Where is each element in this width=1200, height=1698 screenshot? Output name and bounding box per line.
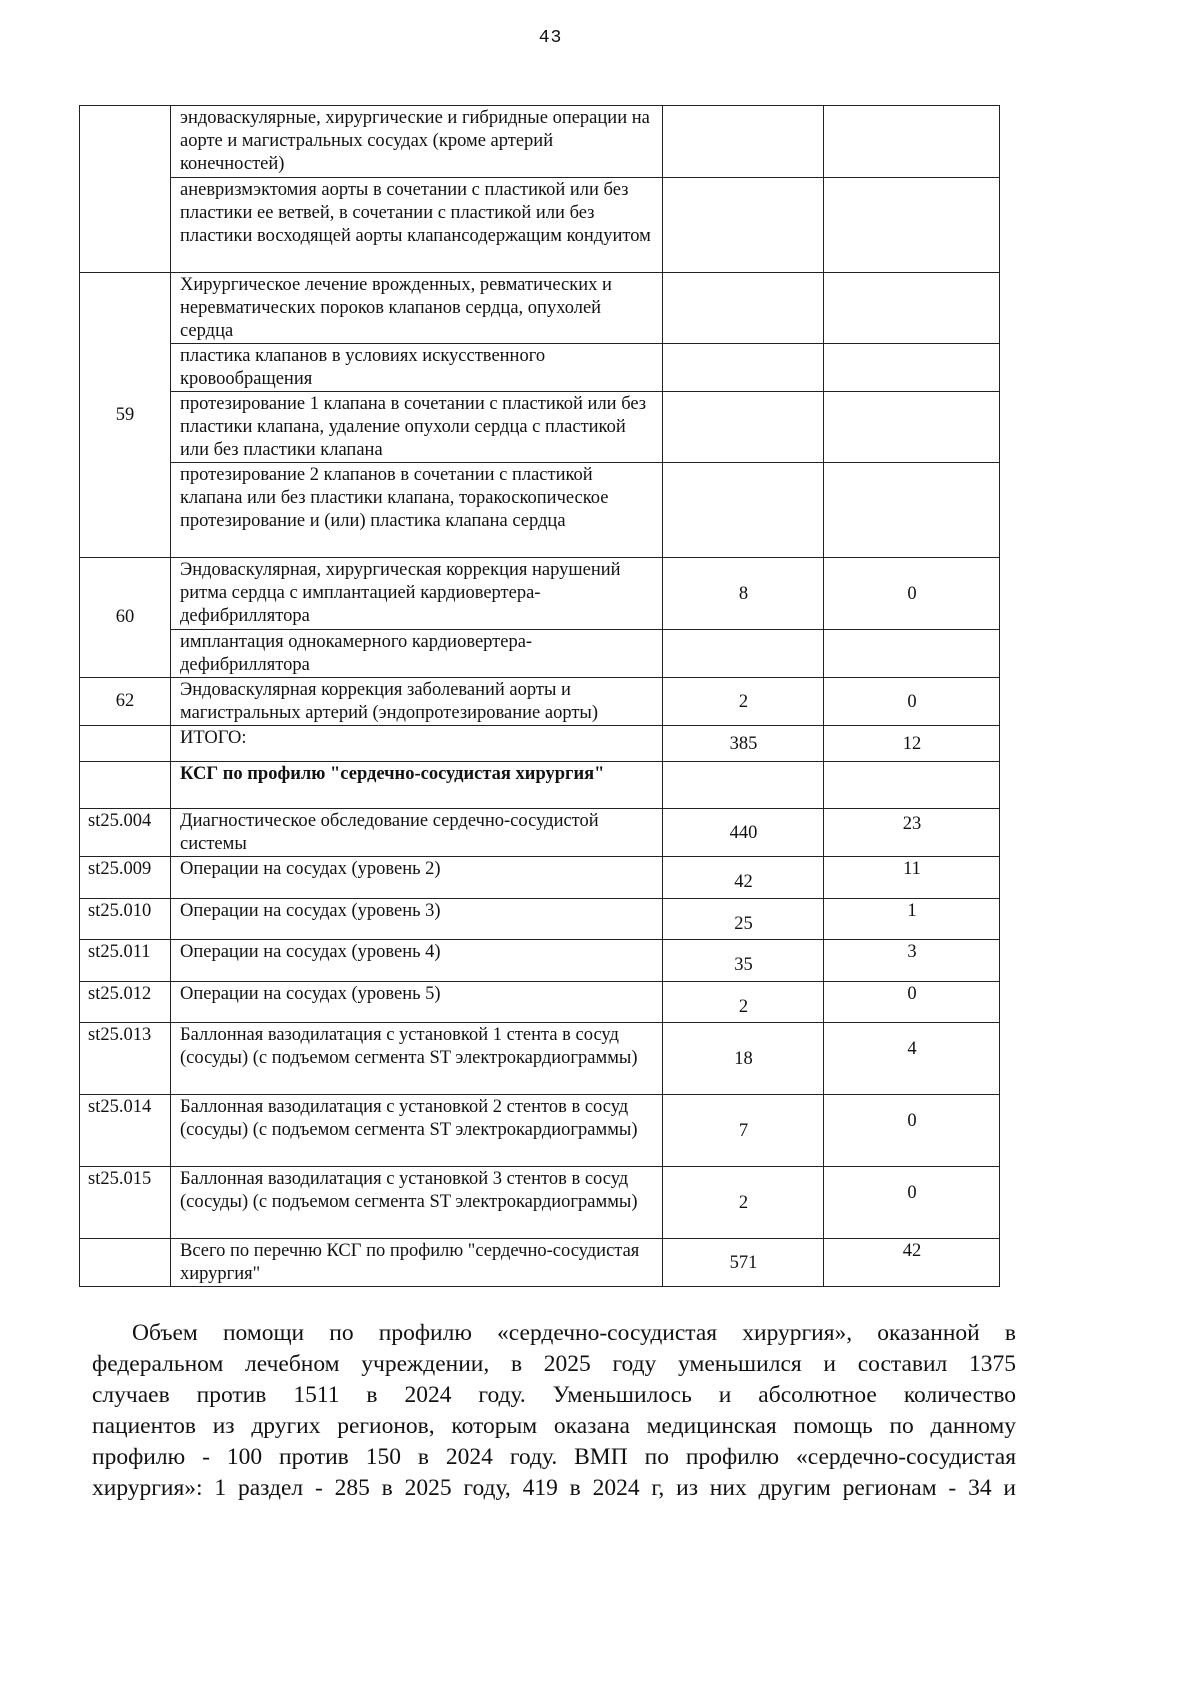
table-row — [80, 982, 1000, 1023]
table-row — [80, 678, 1000, 726]
value-2024-cell: 440 — [663, 809, 824, 857]
description-cell: аневризмэктомия аорты в сочетании с пластикой или без пластики ее ветвей, в сочетании с пластикой или без пластики восходящей аорты клапансодержащим кондуитом — [171, 178, 663, 273]
table-row — [80, 630, 1000, 678]
table-row — [80, 899, 1000, 940]
description-cell: Баллонная вазодилатация с установкой 1 стента в сосуд (сосуды) (с подъемом сегмента ST электрокардиограммы) — [171, 1023, 663, 1095]
value-2025-cell: 0 — [824, 678, 1000, 726]
value-2024-cell: 18 — [663, 1023, 824, 1095]
description-cell: протезирование 1 клапана в сочетании с пластикой или без пластики клапана, удаление опухоли сердца с пластикой или без пластики клапана — [171, 392, 663, 463]
grand-total-label-cell: Всего по перечню КСГ по профилю "сердечно-сосудистая хирургия" — [171, 1239, 663, 1287]
value-2025-cell: 0 — [824, 982, 1000, 1023]
body-paragraph — [92, 1318, 1016, 1504]
value-2024-cell: 25 — [663, 899, 824, 940]
paragraph-line: Объем помощи по профилю «сердечно-сосудистая хирургия», оказанной в — [132, 1320, 1016, 1346]
description-cell: Хирургическое лечение врожденных, ревматических и неревматических пороков клапанов сердца, опухолей сердца — [171, 273, 663, 344]
row-number-cell: 62 — [80, 678, 171, 726]
table-row — [80, 273, 1000, 344]
table-row — [80, 940, 1000, 982]
description-cell: имплантация однокамерного кардиовертера-дефибриллятора — [171, 630, 663, 678]
total-label-cell: ИТОГО: — [171, 726, 663, 762]
table-row — [80, 1023, 1000, 1095]
row-number-cell — [80, 106, 171, 273]
table-row — [80, 1095, 1000, 1167]
ksg-code-cell: st25.011 — [80, 940, 171, 982]
value-2024-cell: 8 — [663, 558, 824, 630]
ksg-code-cell: st25.015 — [80, 1167, 171, 1239]
value-2025-cell: 0 — [824, 558, 1000, 630]
value-2024-cell: 385 — [663, 726, 824, 762]
value-2024-cell: 7 — [663, 1095, 824, 1167]
value-2025-cell: 0 — [824, 1167, 1000, 1239]
value-2025-cell: 0 — [824, 1095, 1000, 1167]
value-2025-cell: 42 — [824, 1239, 1000, 1287]
value-2024-cell: 35 — [663, 940, 824, 982]
value-2025-cell: 12 — [824, 726, 1000, 762]
description-cell: протезирование 2 клапанов в сочетании с пластикой клапана или без пластики клапана, торакоскопическое протезирование и (или) пластика клапана сердца — [171, 463, 663, 558]
description-cell: Эндоваскулярная, хирургическая коррекция нарушений ритма сердца с имплантацией кардиовертера-дефибриллятора — [171, 558, 663, 630]
value-2025-cell — [824, 178, 1000, 273]
value-2025-cell: 3 — [824, 940, 1000, 982]
value-2024-cell — [663, 463, 824, 558]
description-cell: Диагностическое обследование сердечно-сосудистой системы — [171, 809, 663, 857]
row-number-cell: 60 — [80, 558, 171, 678]
value-2024-cell — [663, 273, 824, 344]
table-row — [80, 726, 1000, 762]
value-2025-cell: 1 — [824, 899, 1000, 940]
value-2025-cell — [824, 392, 1000, 463]
table-row — [80, 558, 1000, 630]
value-2025-cell — [824, 273, 1000, 344]
value-2024-cell — [663, 106, 824, 178]
value-2025-cell — [824, 344, 1000, 392]
ksg-code-cell — [80, 1239, 171, 1287]
value-2024-cell: 2 — [663, 982, 824, 1023]
ksg-code-cell: st25.012 — [80, 982, 171, 1023]
data-table-container — [79, 105, 999, 1287]
value-2024-cell: 2 — [663, 678, 824, 726]
value-2025-cell — [824, 106, 1000, 178]
table-row — [80, 106, 1000, 178]
paragraph-line: хирургия»: 1 раздел - 285 в 2025 году, 419 в 2024 г, из них другим регионам - 34 и — [92, 1475, 1016, 1501]
description-cell: Операции на сосудах (уровень 2) — [171, 857, 663, 899]
description-cell: Баллонная вазодилатация с установкой 3 стентов в сосуд (сосуды) (с подъемом сегмента ST электрокардиограммы) — [171, 1167, 663, 1239]
value-2024-cell — [663, 392, 824, 463]
paragraph-line: федеральном лечебном учреждении, в 2025 году уменьшился и составил 1375 — [92, 1351, 1016, 1377]
description-cell: пластика клапанов в условиях искусственного кровообращения — [171, 344, 663, 392]
paragraph-line: профилю - 100 против 150 в 2024 году. ВМП по профилю «сердечно-сосудистая — [92, 1444, 1016, 1470]
table-row — [80, 463, 1000, 558]
value-2024-cell — [663, 178, 824, 273]
page-number: 43 — [538, 28, 563, 48]
paragraph-line: случаев против 1511 в 2024 году. Уменьшилось и абсолютное количество — [92, 1382, 1016, 1408]
section-heading-cell: КСГ по профилю "сердечно-сосудистая хирургия" — [171, 762, 663, 809]
description-cell: Эндоваскулярная коррекция заболеваний аорты и магистральных артерий (эндопротезирование аорты) — [171, 678, 663, 726]
value-2025-cell: 11 — [824, 857, 1000, 899]
value-2024-cell — [663, 630, 824, 678]
ksg-code-cell: st25.014 — [80, 1095, 171, 1167]
value-2025-cell — [824, 630, 1000, 678]
table-row — [80, 762, 1000, 809]
description-cell: Операции на сосудах (уровень 5) — [171, 982, 663, 1023]
value-2025-cell — [824, 762, 1000, 809]
table-row — [80, 178, 1000, 273]
description-cell: Баллонная вазодилатация с установкой 2 стентов в сосуд (сосуды) (с подъемом сегмента ST электрокардиограммы) — [171, 1095, 663, 1167]
description-cell: Операции на сосудах (уровень 4) — [171, 940, 663, 982]
value-2025-cell: 4 — [824, 1023, 1000, 1095]
value-2024-cell: 571 — [663, 1239, 824, 1287]
table-row — [80, 857, 1000, 899]
table-row — [80, 392, 1000, 463]
row-number-cell — [80, 726, 171, 762]
value-2024-cell — [663, 762, 824, 809]
ksg-code-cell: st25.013 — [80, 1023, 171, 1095]
value-2024-cell — [663, 344, 824, 392]
value-2024-cell: 2 — [663, 1167, 824, 1239]
value-2024-cell: 42 — [663, 857, 824, 899]
value-2025-cell: 23 — [824, 809, 1000, 857]
table-row — [80, 1167, 1000, 1239]
paragraph-line: пациентов из других регионов, которым оказана медицинская помощь по данному — [92, 1413, 1016, 1439]
value-2025-cell — [824, 463, 1000, 558]
ksg-code-cell: st25.004 — [80, 809, 171, 857]
description-cell: эндоваскулярные, хирургические и гибридные операции на аорте и магистральных сосудах (кроме артерий конечностей) — [171, 106, 663, 178]
ksg-code-cell: st25.009 — [80, 857, 171, 899]
table-row — [80, 809, 1000, 857]
description-cell: Операции на сосудах (уровень 3) — [171, 899, 663, 940]
data-table — [79, 105, 1000, 1287]
ksg-code-cell: st25.010 — [80, 899, 171, 940]
table-row — [80, 344, 1000, 392]
row-number-cell — [80, 762, 171, 809]
row-number-cell: 59 — [80, 273, 171, 558]
table-row — [80, 1239, 1000, 1287]
